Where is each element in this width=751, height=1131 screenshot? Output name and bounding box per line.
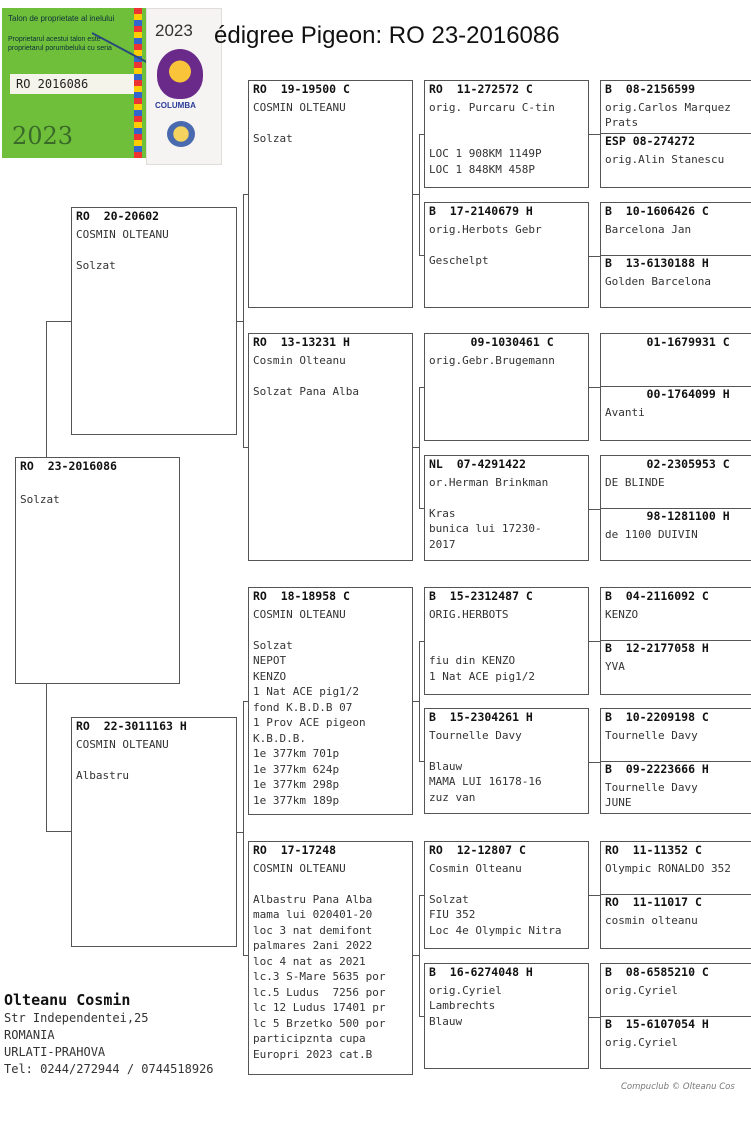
connector-line — [589, 387, 600, 388]
talon-ring-number: RO 2016086 — [10, 74, 134, 94]
pigeon-card-grandparent-info-line: fond K.B.D.B 07 — [253, 700, 353, 714]
pigeon-card-grandparent-info-line: lc 12 Ludus 17401 pr — [253, 1001, 386, 1014]
pigeon-card-great-grandparent — [424, 587, 589, 695]
pigeon-card-sire — [71, 207, 237, 435]
pigeon-card-great-grandparent-info-line: 2017 — [429, 537, 456, 551]
pigeon-card-sire-info-line: Solzat — [76, 258, 116, 272]
pigeon-card-gen4-pair — [600, 963, 751, 1069]
pigeon-card-gen4-pair — [600, 455, 751, 561]
pigeon-card-grandparent-info-line: 1e 377km 701p — [253, 747, 340, 760]
pigeon-card-grandparent-info-line: participznta cupa — [253, 1032, 366, 1045]
gen4-sire-info-line: orig.Cyriel — [605, 983, 678, 997]
gen4-dam-ring: B 09-2223666 H — [605, 762, 709, 776]
pigeon-card-grandparent-ring: RO 17-17248 — [253, 843, 337, 857]
pigeon-card-great-grandparent-info-line: orig.Herbots Gebr — [429, 222, 542, 236]
pigeon-card-great-grandparent-info-line: Geschelpt — [429, 253, 489, 267]
pigeon-card-gen4-pair — [600, 80, 751, 188]
connector-line — [419, 134, 424, 135]
connector-line — [243, 701, 248, 702]
talon-title: Talon de proprietate al inelului — [8, 14, 115, 23]
pigeon-card-great-grandparent — [424, 841, 589, 949]
connector-line — [589, 1017, 600, 1018]
gen4-sire-ring: 02-2305953 C — [605, 457, 730, 471]
pigeon-card-great-grandparent-info-line: zuz van — [429, 790, 476, 804]
owner-info — [4, 990, 214, 1078]
pigeon-card-grandparent-info-line: COSMIN OLTEANU — [253, 861, 346, 875]
pigeon-card-grandparent-info-line: palmares 2ani 2022 — [253, 939, 373, 952]
connector-line — [419, 761, 424, 762]
gen4-sire-ring: B 10-2209198 C — [605, 710, 709, 724]
pigeon-card-great-grandparent-ring: B 17-2140679 H — [429, 204, 533, 218]
pigeon-card-great-grandparent-ring: B 15-2304261 H — [429, 710, 533, 724]
pigeon-card-sire-ring: RO 20-20602 — [76, 209, 160, 223]
pigeon-card-grandparent — [248, 841, 413, 1075]
pigeon-card-grandparent-info-line: COSMIN OLTEANU — [253, 607, 346, 621]
talon-text-2: proprietarul porumbelului cu seria — [8, 45, 112, 52]
pigeon-card-grandparent-info-line: Solzat — [253, 131, 293, 145]
pigeon-card-grandparent-info-line: Cosmin Olteanu — [253, 353, 346, 367]
pigeon-card-great-grandparent-info-line: Kras — [429, 506, 456, 520]
stamp-year: 2023 — [155, 21, 193, 40]
gen4-dam-ring: B 12-2177058 H — [605, 641, 709, 655]
footer-credit: Compuclub © Olteanu Cos — [621, 1082, 735, 1092]
connector-line — [589, 256, 600, 257]
pigeon-card-grandparent — [248, 333, 413, 561]
connector-line — [243, 447, 248, 448]
pigeon-card-great-grandparent — [424, 708, 589, 814]
connector-line — [243, 701, 244, 955]
connector-line — [589, 509, 600, 510]
pigeon-card-grandparent-info-line: Solzat Pana Alba — [253, 384, 359, 398]
gen4-dam-info-line: cosmin olteanu — [605, 913, 698, 927]
club-emblem-icon — [167, 121, 195, 147]
pigeon-card-great-grandparent-info-line: FIU 352 — [429, 908, 476, 921]
connector-line — [419, 641, 420, 761]
pigeon-card-great-grandparent-info-line: Blauw — [429, 759, 463, 773]
pigeon-card-great-grandparent-info-line: Tournelle Davy — [429, 728, 522, 742]
pigeon-card-gen4-pair — [600, 333, 751, 441]
ownership-talon-sticker — [2, 8, 146, 158]
pigeon-card-great-grandparent — [424, 333, 589, 441]
pigeon-card-great-grandparent-info-line: Blauw — [429, 1014, 463, 1028]
gen4-sire-ring: B 08-2156599 — [605, 82, 696, 96]
pigeon-card-great-grandparent-info-line: or.Herman Brinkman — [429, 475, 549, 489]
pigeon-card-great-grandparent-info-line: orig.Cyriel — [429, 983, 502, 997]
gen4-sire-info-line: Prats — [605, 116, 639, 129]
pigeon-card-great-grandparent-info-line: 1 Nat ACE pig1/2 — [429, 669, 535, 683]
pigeon-card-great-grandparent — [424, 455, 589, 561]
pigeon-card-grandparent-info-line: mama lui 020401-20 — [253, 908, 373, 921]
connector-line — [419, 895, 424, 896]
connector-line — [46, 321, 47, 457]
connector-line — [243, 194, 248, 195]
pigeon-card-grandparent-info-line: COSMIN OLTEANU — [253, 100, 346, 114]
stamp-brand: COLUMBA — [155, 101, 196, 110]
pigeon-card-gen4-pair — [600, 708, 751, 814]
pigeon-card-gen4-pair — [600, 587, 751, 695]
connector-line — [589, 134, 600, 135]
pigeon-card-great-grandparent-info-line: orig. Purcaru C-tin — [429, 100, 555, 114]
pigeon-card-grandparent-info-line: 1 Prov ACE pigeon — [253, 716, 366, 729]
pigeon-card-great-grandparent — [424, 80, 589, 188]
pigeon-card-great-grandparent-ring: NL 07-4291422 — [429, 457, 526, 471]
pigeon-card-grandparent-info-line: 1e 377km 624p — [253, 762, 340, 776]
pigeon-card-great-grandparent — [424, 202, 589, 308]
owner-phone: Tel: 0244/272944 / 0744518926 — [4, 1062, 214, 1076]
connector-line — [243, 194, 244, 447]
pigeon-card-grandparent-ring: RO 19-19500 C — [253, 82, 350, 96]
talon-year: 2023 — [12, 122, 74, 150]
gen4-dam-info-line: orig.Cyriel — [605, 1035, 678, 1049]
pigeon-card-subject-ring: RO 23-2016086 — [20, 459, 117, 473]
connector-line — [46, 831, 71, 832]
gen4-sire-ring: B 04-2116092 C — [605, 589, 709, 603]
pigeon-card-great-grandparent — [424, 963, 589, 1069]
pigeon-card-dam-ring: RO 22-3011163 H — [76, 719, 187, 733]
connector-line — [419, 508, 424, 509]
pigeon-card-sire-info-line: COSMIN OLTEANU — [76, 227, 169, 241]
owner-city: URLATI-PRAHOVA — [4, 1045, 106, 1059]
pigeon-card-great-grandparent-info-line: bunica lui 17230- — [429, 522, 542, 535]
pigeon-card-great-grandparent-info-line: ORIG.HERBOTS — [429, 607, 509, 621]
gen4-sire-info-line: DE BLINDE — [605, 475, 665, 489]
pigeon-card-great-grandparent-ring: 09-1030461 C — [429, 335, 554, 349]
pigeon-card-grandparent-ring: RO 18-18958 C — [253, 589, 350, 603]
pigeon-card-great-grandparent-ring: RO 11-272572 C — [429, 82, 533, 96]
pigeon-card-great-grandparent-info-line: MAMA LUI 16178-16 — [429, 775, 542, 788]
pigeon-card-great-grandparent-info-line: Lambrechts — [429, 999, 496, 1012]
gen4-dam-info-line: JUNE — [605, 796, 632, 809]
pigeon-card-great-grandparent-ring: RO 12-12807 C — [429, 843, 526, 857]
connector-line — [46, 684, 47, 831]
gen4-dam-info-line: Tournelle Davy — [605, 780, 698, 794]
connector-line — [419, 895, 420, 1016]
pigeon-card-grandparent-info-line: loc 3 nat demifont — [253, 923, 373, 937]
owner-street: Str Independentei,25 — [4, 1011, 149, 1025]
pigeon-card-gen4-pair — [600, 202, 751, 308]
gen4-dam-info-line: de 1100 DUIVIN — [605, 527, 698, 541]
connector-line — [419, 255, 424, 256]
pigeon-card-grandparent — [248, 587, 413, 815]
pigeon-card-grandparent-info-line: KENZO — [253, 669, 287, 683]
pigeon-card-grandparent-info-line: lc 5 Brzetko 500 por — [253, 1016, 386, 1030]
owner-country: ROMANIA — [4, 1028, 55, 1042]
pigeon-card-subject — [15, 457, 180, 684]
pigeon-card-great-grandparent-info-line: LOC 1 908KM 1149P — [429, 147, 542, 160]
gen4-sire-ring: 01-1679931 C — [605, 335, 730, 349]
talon-text-1: Proprietarul acestui talon este — [8, 36, 101, 43]
pigeon-card-gen4-pair — [600, 841, 751, 949]
page-title: édigree Pigeon: RO 23-2016086 — [214, 22, 560, 49]
gen4-dam-ring: RO 11-11017 C — [605, 895, 702, 909]
gen4-dam-info-line: orig.Alin Stanescu — [605, 152, 725, 166]
pigeon-card-grandparent-info-line: Solzat — [253, 638, 293, 652]
owner-name: Olteanu Cosmin — [4, 991, 131, 1009]
connector-line — [46, 321, 71, 322]
connector-line — [419, 1016, 424, 1017]
pigeon-card-great-grandparent-ring: B 16-6274048 H — [429, 965, 533, 979]
pigeon-card-great-grandparent-info-line: Cosmin Olteanu — [429, 861, 522, 875]
connector-line — [589, 762, 600, 763]
pigeon-card-grandparent-info-line: 1e 377km 298p — [253, 778, 340, 791]
gen4-sire-info-line: Olympic RONALDO 352 — [605, 861, 731, 875]
gen4-sire-info-line: Barcelona Jan — [605, 222, 692, 236]
pigeon-card-grandparent — [248, 80, 413, 308]
gen4-dam-info-line: Avanti — [605, 405, 645, 419]
connector-line — [419, 387, 424, 388]
pigeon-card-grandparent-info-line: Europri 2023 cat.B — [253, 1047, 373, 1061]
gen4-dam-ring: B 15-6107054 H — [605, 1017, 709, 1031]
pigeon-card-grandparent-info-line: NEPOT — [253, 654, 287, 667]
pigeon-card-great-grandparent-info-line: fiu din KENZO — [429, 654, 516, 667]
connector-line — [419, 387, 420, 508]
gen4-sire-ring: B 08-6585210 C — [605, 965, 709, 979]
connector-line — [419, 134, 420, 255]
gen4-sire-info-line: Tournelle Davy — [605, 728, 698, 742]
pigeon-card-grandparent-ring: RO 13-13231 H — [253, 335, 350, 349]
pigeon-card-grandparent-info-line: Albastru Pana Alba — [253, 892, 373, 906]
gen4-dam-ring: B 13-6130188 H — [605, 256, 709, 270]
pigeon-card-subject-info-line: Solzat — [20, 493, 60, 506]
pigeon-card-grandparent-info-line: 1 Nat ACE pig1/2 — [253, 685, 359, 698]
pigeon-card-great-grandparent-info-line: Loc 4e Olympic Nitra — [429, 923, 562, 937]
pigeon-card-great-grandparent-info-line: orig.Gebr.Brugemann — [429, 353, 555, 367]
talon-flag-stripe — [134, 8, 142, 158]
gen4-dam-info-line: YVA — [605, 659, 625, 673]
gen4-dam-ring: ESP 08-274272 — [605, 134, 696, 148]
gen4-dam-ring: 00-1764099 H — [605, 387, 730, 401]
pigeon-card-great-grandparent-info-line: LOC 1 848KM 458P — [429, 162, 535, 176]
connector-line — [419, 641, 424, 642]
pigeon-card-dam-info-line: COSMIN OLTEANU — [76, 737, 169, 751]
connector-line — [589, 895, 600, 896]
pigeon-card-grandparent-info-line: 1e 377km 189p — [253, 793, 340, 807]
gen4-sire-ring: B 10-1606426 C — [605, 204, 709, 218]
federation-stamp — [146, 8, 222, 165]
pigeon-card-grandparent-info-line: lc.5 Ludus 7256 por — [253, 985, 386, 999]
gen4-sire-info-line: orig.Carlos Marquez — [605, 100, 731, 114]
pigeon-card-grandparent-info-line: lc.3 S-Mare 5635 por — [253, 970, 386, 983]
gen4-dam-ring: 98-1281100 H — [605, 509, 730, 523]
pigeon-card-great-grandparent-info-line: Solzat — [429, 892, 469, 906]
connector-line — [589, 641, 600, 642]
pigeon-card-great-grandparent-ring: B 15-2312487 C — [429, 589, 533, 603]
pigeon-card-grandparent-info-line: loc 4 nat as 2021 — [253, 954, 366, 968]
gen4-dam-info-line: Golden Barcelona — [605, 274, 711, 288]
gen4-sire-ring: RO 11-11352 C — [605, 843, 702, 857]
connector-line — [243, 955, 248, 956]
pigeon-card-dam-info-line: Albastru — [76, 768, 129, 782]
columba-logo-icon — [157, 49, 203, 99]
pigeon-card-dam — [71, 717, 237, 947]
pigeon-card-grandparent-info-line: K.B.D.B. — [253, 731, 306, 745]
gen4-sire-info-line: KENZO — [605, 607, 639, 621]
